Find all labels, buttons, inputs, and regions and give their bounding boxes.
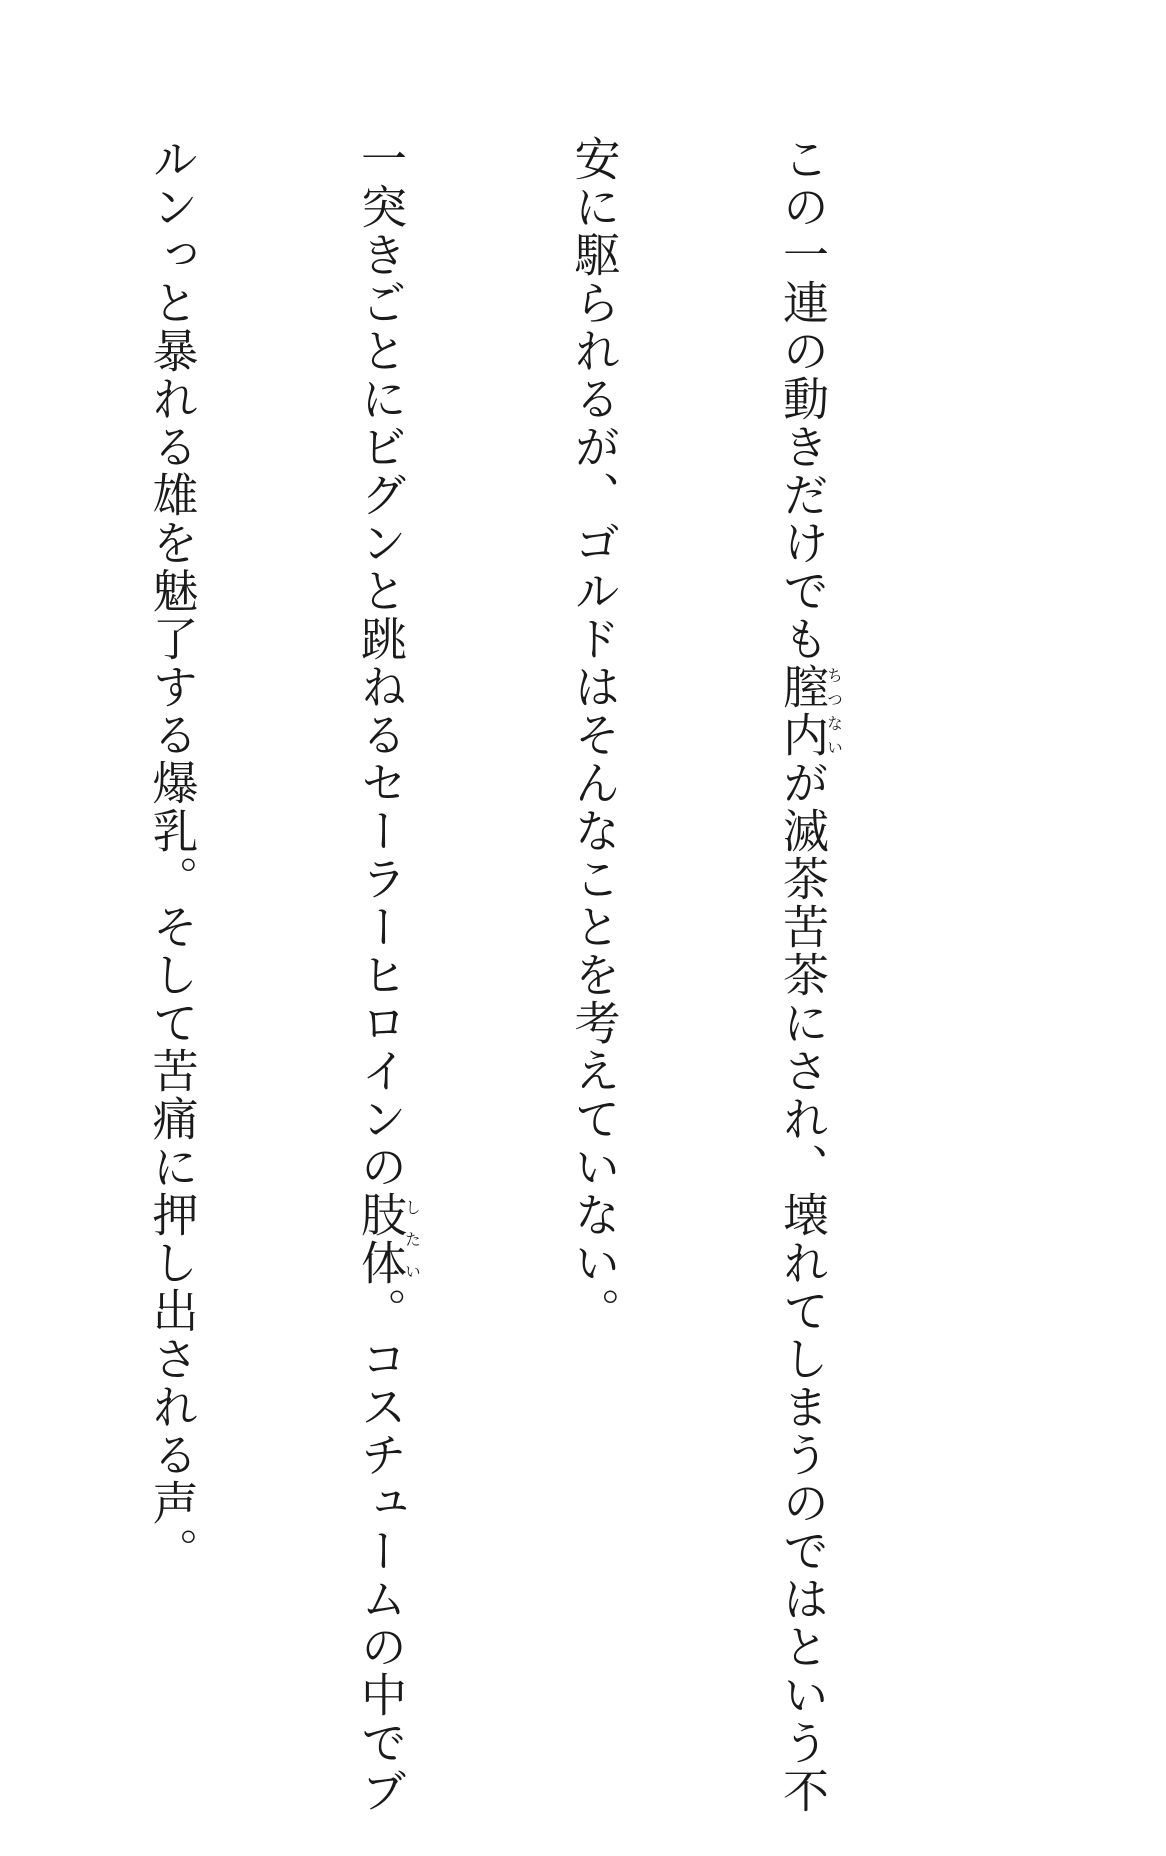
text-line-3: 一突きごとにビグンと跳ねるセーラーヒロインの肢体したい。コスチュームの中でブ: [354, 135, 422, 1815]
text-line-2: 安に駆られるが、ゴルドはそんなことを考えていない。: [567, 135, 622, 1335]
ruby-chitsunai: 膣内ちつない: [776, 663, 844, 759]
ruby-shitai: 肢体したい: [354, 1191, 422, 1287]
vertical-text-body: [0, 135, 981, 1815]
text-line-4: ルンっと暴れる雄を魅了する爆乳。そして苦痛に押し出される声。: [145, 135, 200, 1575]
text-line-1: この一連の動きだけでも膣内ちつないが滅茶苦茶にされ、壊れてしまうのではという不: [776, 135, 844, 1815]
